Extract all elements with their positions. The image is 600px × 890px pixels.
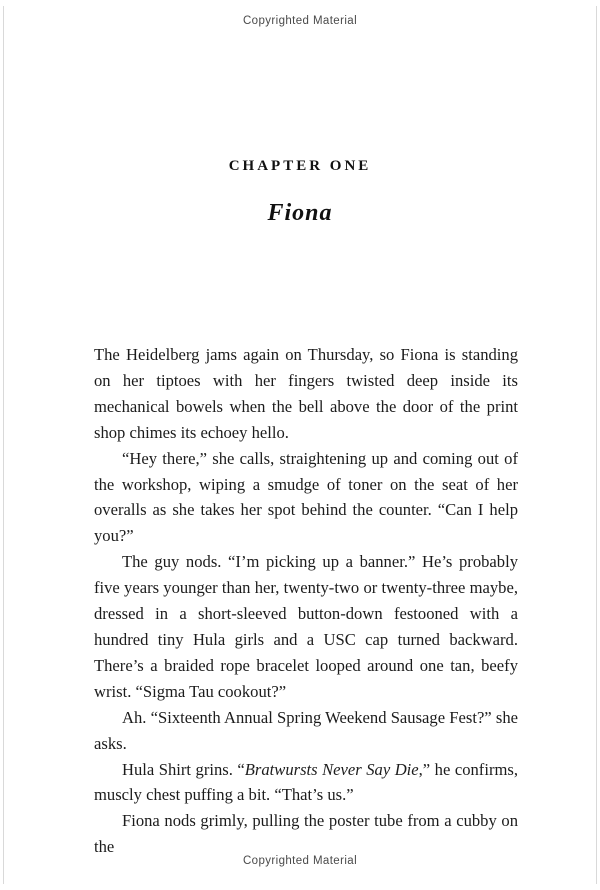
body-text <box>94 342 518 860</box>
paragraph <box>94 446 518 550</box>
text-segment: Ah. “Sixteenth Annual Spring Weekend Sausage Fest?” she asks. <box>94 707 518 753</box>
paragraph <box>94 808 518 860</box>
copyright-notice-top: Copyrighted Material <box>242 15 358 27</box>
paragraph <box>94 342 518 446</box>
chapter-title: Fiona <box>267 200 333 226</box>
text-segment: Fiona nods grimly, pulling the poster tube from a cubby on the <box>94 811 518 857</box>
text-segment: “Hey there,” she calls, straightening up and coming out of the workshop, wiping a smudge of toner on the seat of her overalls as she takes her spot behind the counter. “Can I help you?” <box>94 448 518 546</box>
copyright-notice-bottom: Copyrighted Material <box>242 855 358 867</box>
paragraph <box>94 705 518 757</box>
text-segment: The Heidelberg jams again on Thursday, so Fiona is standing on her tiptoes with her fingers twisted deep inside its mechanical bowels when the bell above the door of the print shop chimes its echoey hello. <box>94 345 518 442</box>
italic-text: Bratwursts Never Say Die <box>244 759 419 779</box>
text-segment: The guy nods. “I’m picking up a banner.” He’s probably five years younger than her, twenty-two or twenty-three maybe, dressed in a short-sleeved button-down festooned with a hundred tiny Hula girls and a USC cap turned backward. There’s a braided rope bracelet looped around one tan, beefy wrist. “Sigma Tau cookout?” <box>94 552 518 701</box>
page-edge-right <box>596 6 597 884</box>
text-segment: Hula Shirt grins. “ <box>122 759 245 779</box>
paragraph <box>94 757 518 809</box>
chapter-label: CHAPTER ONE <box>228 158 372 174</box>
paragraph <box>94 549 518 704</box>
page-edge-left <box>3 6 4 884</box>
text-segment: ,” he confirms, muscly chest puffing a bit. “That’s us.” <box>94 759 518 805</box>
